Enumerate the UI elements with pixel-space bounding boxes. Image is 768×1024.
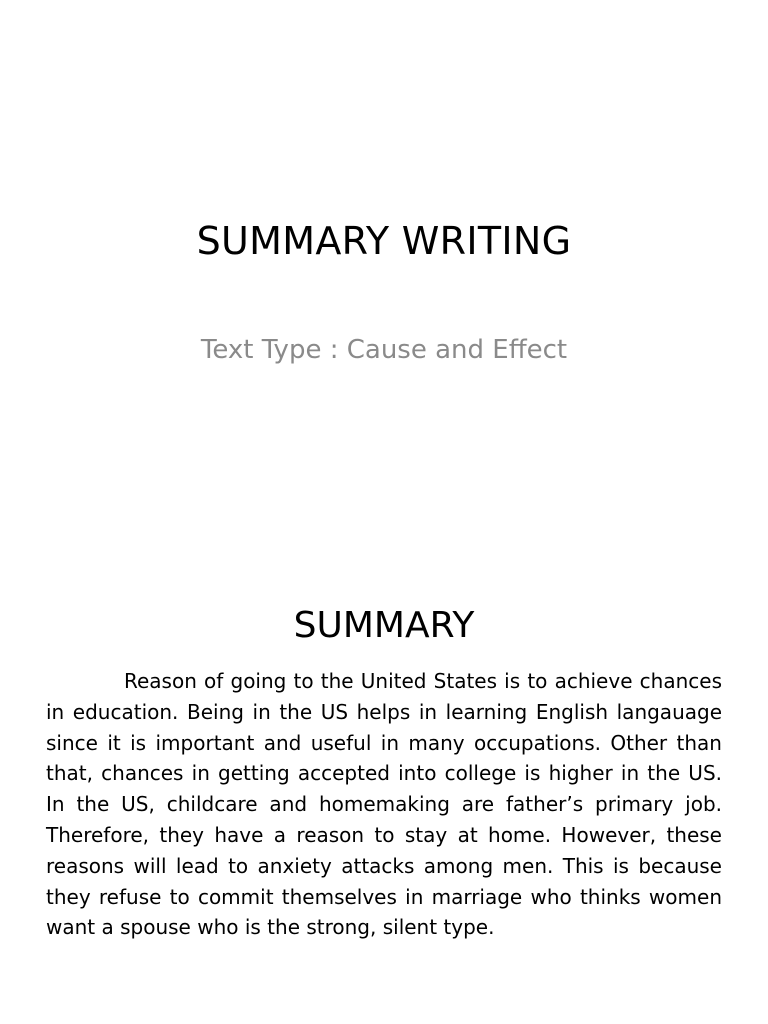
slide-title: SUMMARY WRITING [196,219,572,263]
slide-subtitle: Text Type : Cause and Effect [200,335,568,365]
summary-paragraph: Reason of going to the United States is to achieve chances in education. Being in the US helps in learning English langauage since it is important and useful in many occupations. Other than that, chances in getting accepted into college is higher in the US. In the US, childcare and homemaking are father’s primary job. Therefore, they have a reason to stay at home. However, these reasons will lead to anxiety attacks among men. This is because they refuse to commit themselves in marriage who thinks women want a spouse who is the strong, silent type. [46,669,722,940]
summary-heading: SUMMARY [293,605,475,646]
summary-slide [0,576,768,1024]
